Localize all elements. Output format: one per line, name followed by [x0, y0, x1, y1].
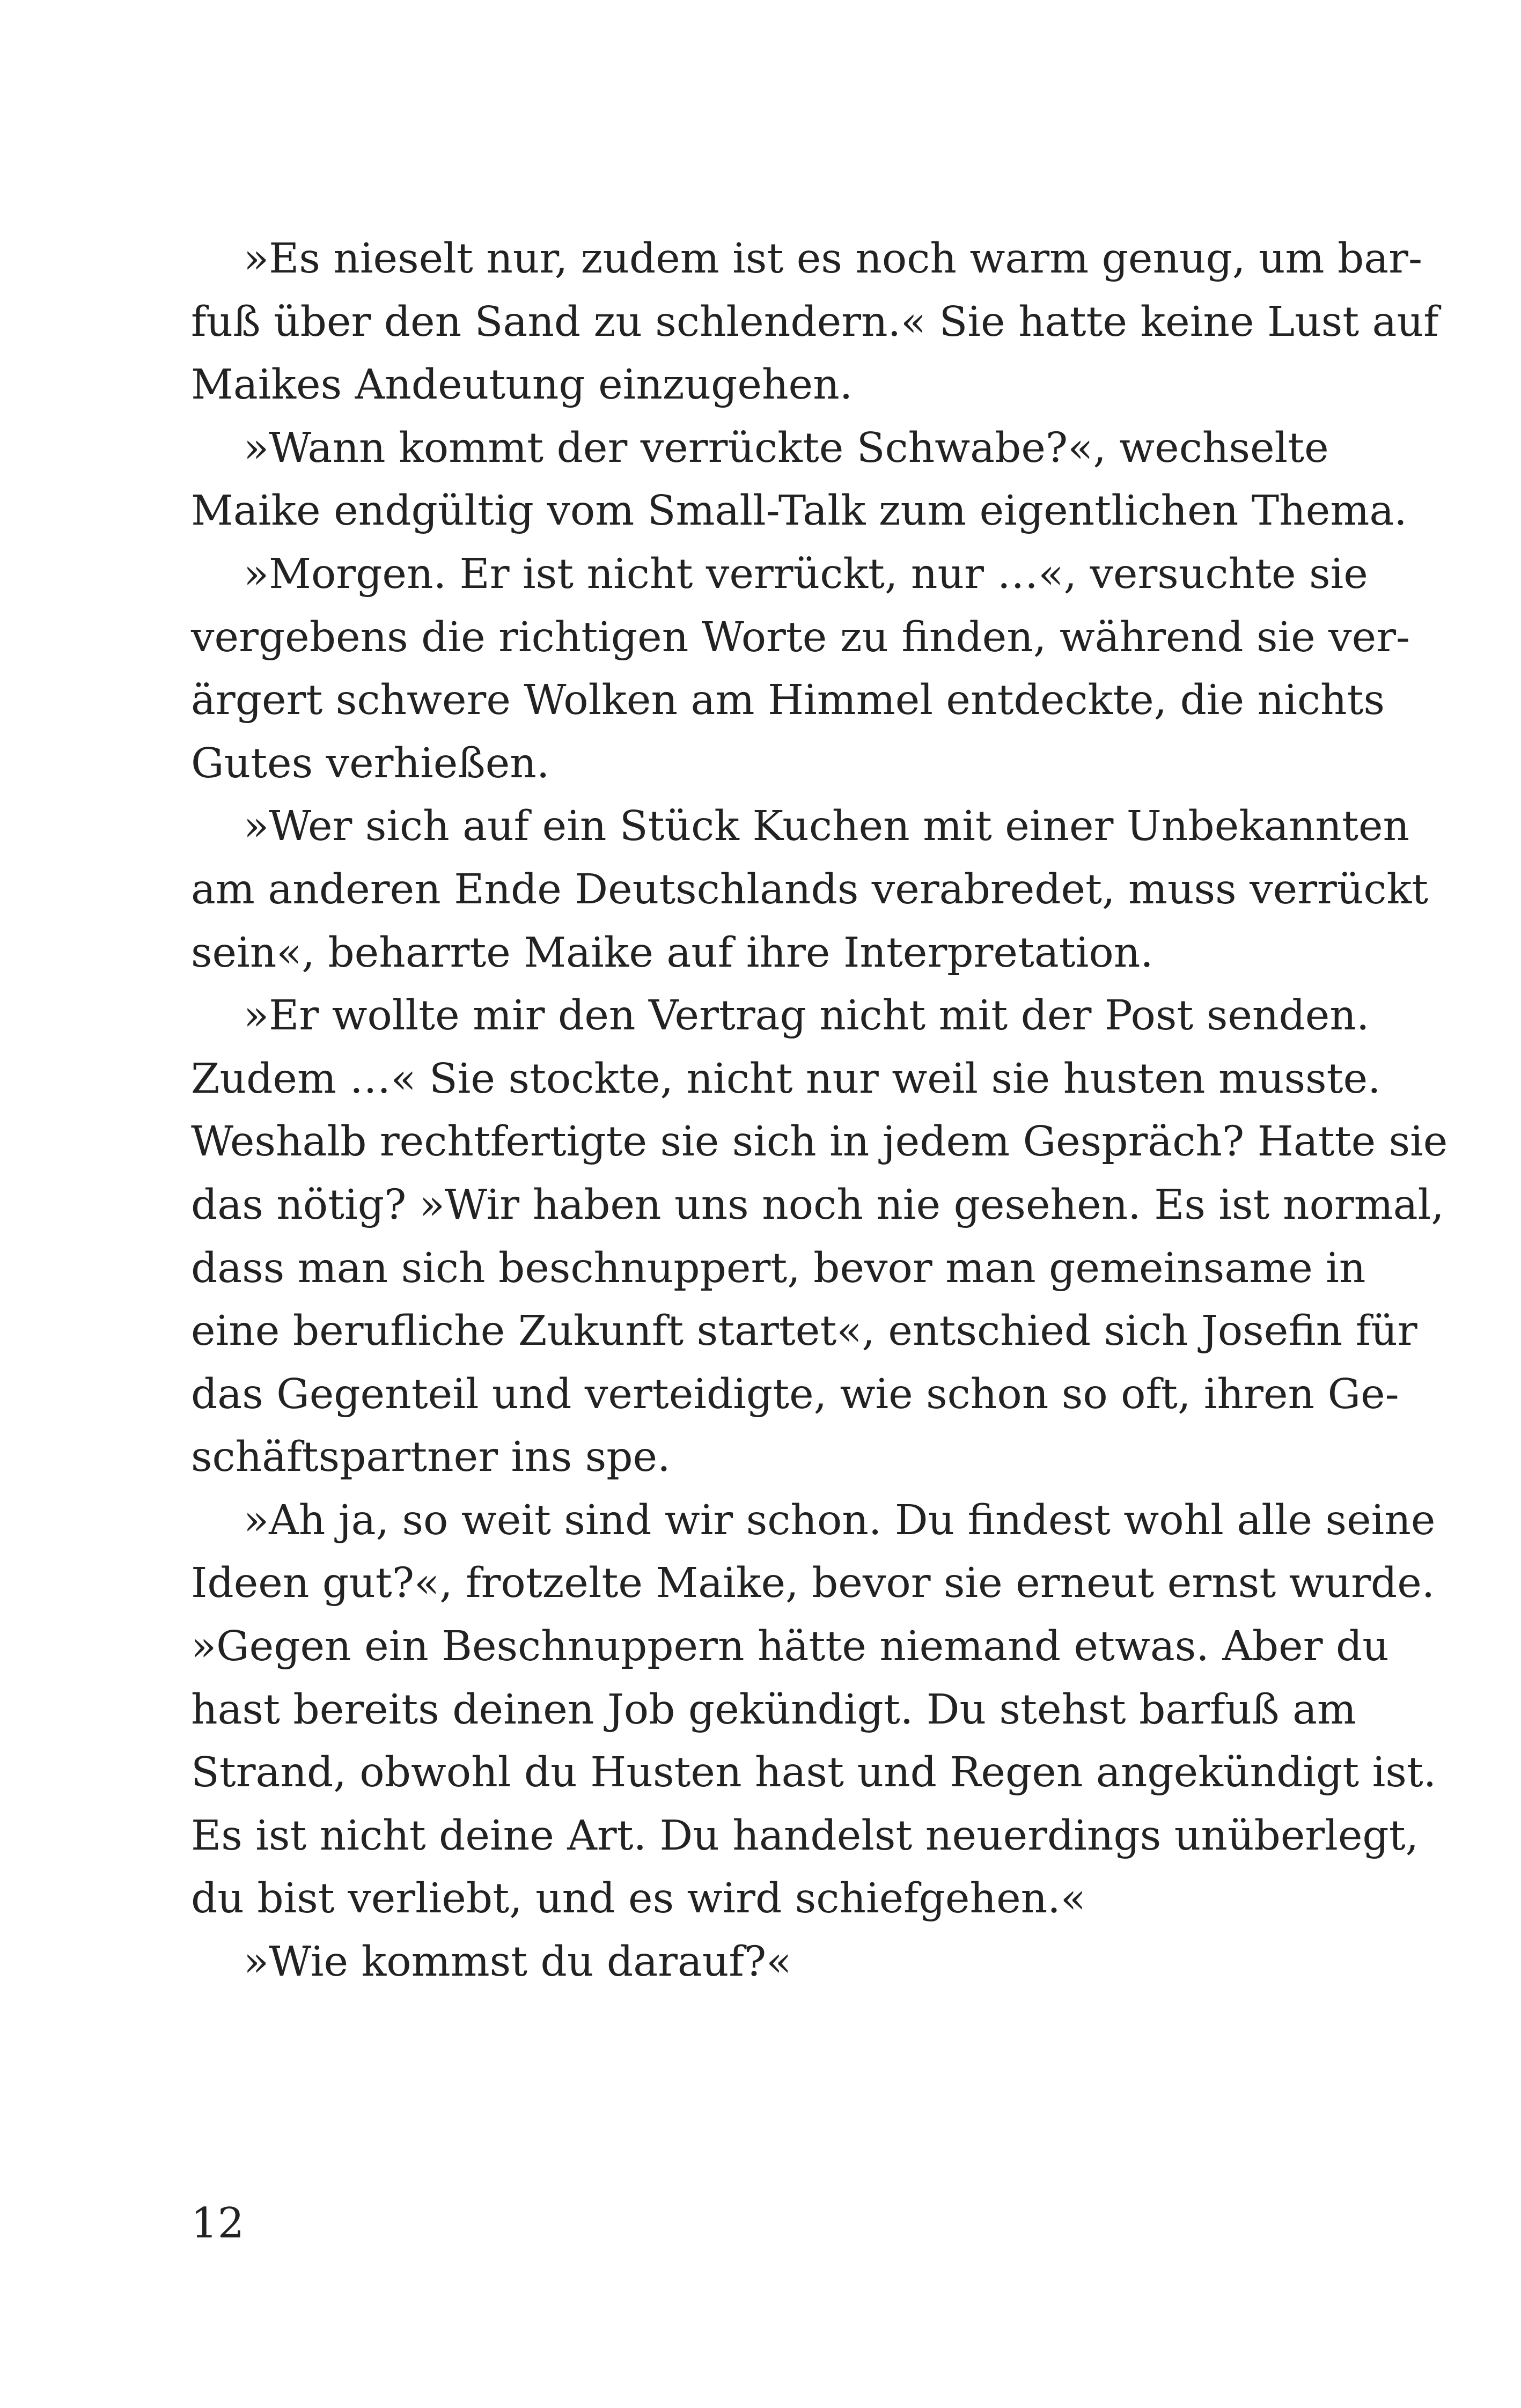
text-line: schäftspartner ins spe. [191, 1433, 671, 1482]
text-line: hast bereits deinen Job gekündigt. Du stehst barfuß am [191, 1685, 1357, 1734]
text-line: das Gegenteil und verteidigte, wie schon so oft, ihren Ge- [191, 1370, 1399, 1418]
text-line: »Er wollte mir den Vertrag nicht mit der Post senden. [244, 992, 1370, 1040]
text-line: »Es nieselt nur, zudem ist es noch warm genug, um bar- [244, 235, 1422, 283]
body-text [191, 227, 1448, 1994]
text-line: vergebens die richtigen Worte zu finden, während sie ver- [191, 613, 1410, 661]
text-line: du bist verliebt, und es wird schiefgehen.« [191, 1875, 1086, 1923]
page-number: 12 [191, 2199, 245, 2248]
text-line: Es ist nicht deine Art. Du handelst neuerdings unüberlegt, [191, 1811, 1419, 1860]
text-line: das nötig? »Wir haben uns noch nie gesehen. Es ist normal, [191, 1181, 1444, 1229]
text-line: »Wann kommt der verrückte Schwabe?«, wechselte [244, 424, 1329, 472]
text-line: ärgert schwere Wolken am Himmel entdeckte, die nichts [191, 676, 1385, 725]
text-line: fuß über den Sand zu schlendern.« Sie hatte keine Lust auf [191, 298, 1439, 346]
text-line: Maikes Andeutung einzugehen. [191, 361, 853, 409]
text-line: Zudem …« Sie stockte, nicht nur weil sie husten musste. [191, 1055, 1381, 1103]
text-line: Maike endgültig vom Small-Talk zum eigentlichen Thema. [191, 487, 1407, 535]
text-line: Weshalb rechtfertigte sie sich in jedem Gespräch? Hatte sie [191, 1118, 1448, 1166]
text-line: »Morgen. Er ist nicht verrückt, nur …«, versuchte sie [244, 550, 1368, 598]
text-line: eine berufliche Zukunft startet«, entschied sich Josefin für [191, 1307, 1417, 1356]
text-line: Gutes verhießen. [191, 739, 550, 787]
text-line: »Ah ja, so weit sind wir schon. Du findest wohl alle seine [244, 1496, 1436, 1544]
text-line: Ideen gut?«, frotzelte Maike, bevor sie erneut ernst wurde. [191, 1559, 1435, 1608]
text-line: am anderen Ende Deutschlands verabredet, muss verrückt [191, 865, 1429, 914]
text-line: »Wer sich auf ein Stück Kuchen mit einer Unbekannten [244, 802, 1410, 851]
text-line: »Wie kommst du darauf?« [244, 1938, 792, 1986]
text-line: sein«, beharrte Maike auf ihre Interpretation. [191, 929, 1153, 977]
text-line: Strand, obwohl du Husten hast und Regen angekündigt ist. [191, 1749, 1437, 1797]
text-line: dass man sich beschnuppert, bevor man gemeinsame in [191, 1244, 1366, 1292]
text-line: »Gegen ein Beschnuppern hätte niemand etwas. Aber du [191, 1623, 1389, 1671]
